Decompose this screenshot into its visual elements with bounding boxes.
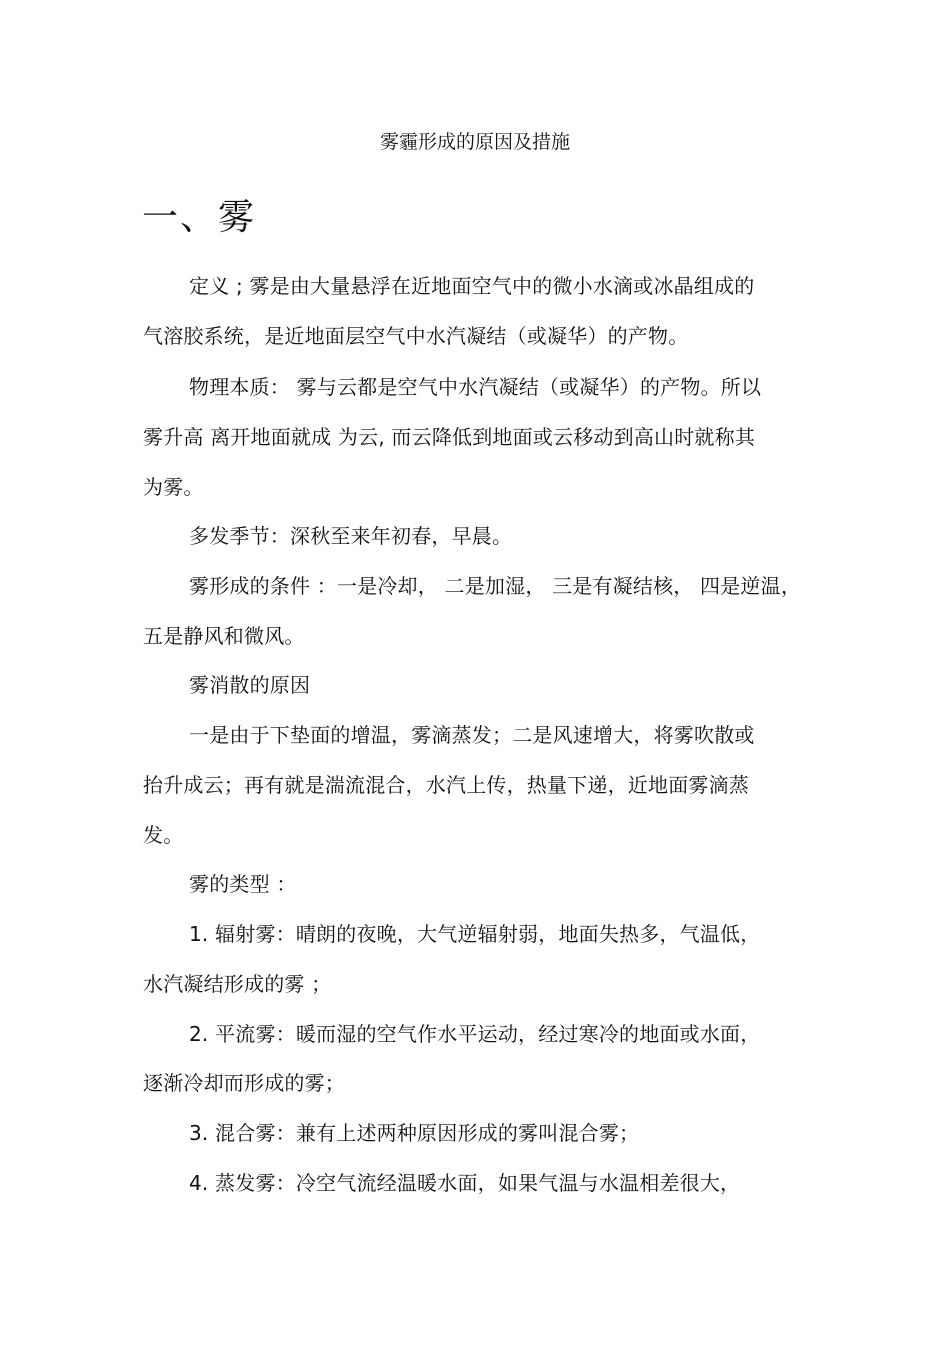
paragraph-line: 物理本质： 雾与云都是空气中水汽凝结（或凝华）的产物。所以	[189, 375, 762, 399]
paragraph-line: 五是静风和微风。	[143, 624, 305, 648]
paragraph-line: 多发季节：深秋至来年初春，早晨。	[189, 524, 513, 548]
paragraph-line: 定义 ; 雾是由大量悬浮在近地面空气中的微小水滴或冰晶组成的	[189, 274, 755, 298]
list-item-line: 2. 平流雾：暖而湿的空气作水平运动，经过寒冷的地面或水面，	[189, 1022, 761, 1046]
list-item-line: 1. 辐射雾：晴朗的夜晚，大气逆辐射弱，地面失热多，气温低，	[189, 922, 761, 946]
paragraph-line: 雾升高 离开地面就成 为云, 而云降低到地面或云移动到高山时就称其	[143, 425, 756, 449]
list-item-line: 水汽凝结形成的雾 ；	[143, 972, 332, 996]
paragraph-line: 雾消散的原因	[189, 673, 311, 697]
paragraph-line: 雾形成的条件 ：一是冷却， 二是加湿， 三是有凝结核， 四是逆温，	[189, 574, 802, 598]
paragraph-line: 为雾。	[143, 475, 204, 499]
document-title: 雾霾形成的原因及措施	[379, 131, 570, 153]
list-item-line: 4. 蒸发雾：冷空气流经温暖水面，如果气温与水温相差很大，	[189, 1171, 741, 1195]
paragraph-line: 发。	[143, 823, 184, 847]
list-item-line: 3. 混合雾：兼有上述两种原因形成的雾叫混合雾；	[189, 1121, 640, 1145]
paragraph-line: 抬升成云；再有就是湍流混合，水汽上传，热量下递，近地面雾滴蒸	[143, 773, 749, 797]
list-item-line: 逐渐冷却而形成的雾；	[143, 1071, 345, 1095]
section-heading: 一、雾	[142, 197, 257, 238]
paragraph-line: 雾的类型 ：	[189, 872, 297, 896]
paragraph-line: 气溶胶系统，是近地面层空气中水汽凝结（或凝华）的产物。	[143, 324, 689, 348]
paragraph-line: 一是由于下垫面的增温，雾滴蒸发；二是风速增大，将雾吹散或	[189, 723, 755, 747]
